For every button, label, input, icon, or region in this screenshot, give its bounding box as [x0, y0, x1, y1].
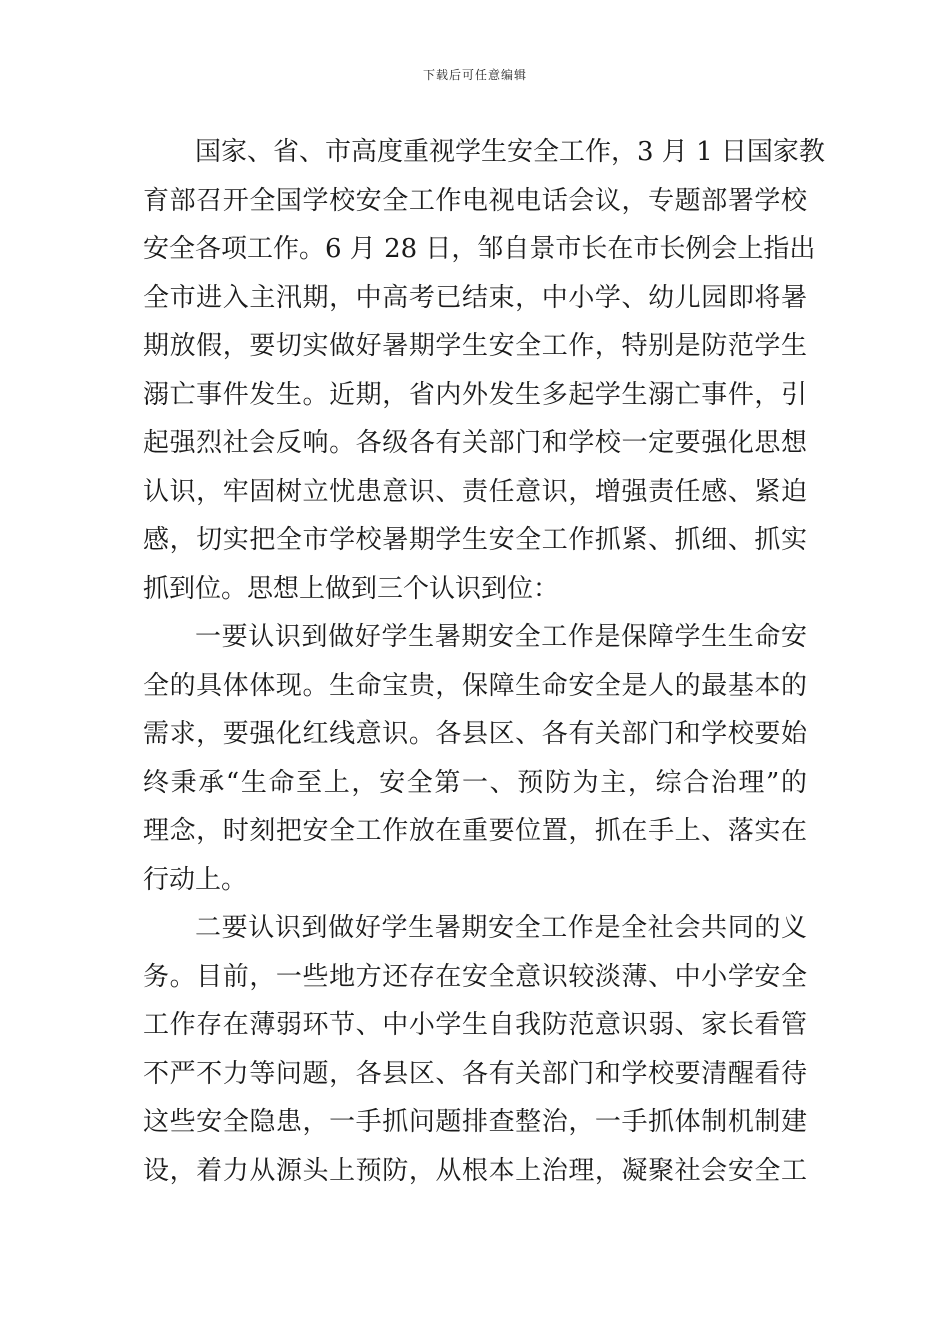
text-line: 需求，要强化红线意识。各县区、各有关部门和学校要始 — [143, 719, 807, 749]
text-line: 设，着力从源头上预防，从根本上治理，凝聚社会安全工 — [143, 1155, 807, 1186]
paragraph-2 — [143, 613, 807, 904]
text-line: 工作存在薄弱环节、中小学生自我防范意识弱、家长看管 — [143, 1010, 807, 1040]
document-body — [143, 128, 825, 1195]
text-line: 理念，时刻把安全工作放在重要位置，抓在手上、落实在 — [143, 816, 807, 846]
text-line: 全的具体体现。生命宝贵，保障生命安全是人的最基本的 — [143, 670, 807, 701]
text-line: 溺亡事件发生。近期，省内外发生多起学生溺亡事件，引 — [143, 379, 807, 410]
text-line: 务。目前，一些地方还存在安全意识较淡薄、中小学安全 — [143, 961, 807, 992]
text-line: 安全各项工作。6 月 28 日，邹自景市长在市长例会上指出 — [143, 234, 816, 264]
text-line: 起强烈社会反响。各级各有关部门和学校一定要强化思想 — [143, 428, 807, 458]
text-line: 感，切实把全市学校暑期学生安全工作抓紧、抓细、抓实 — [143, 525, 807, 555]
paragraph-3 — [143, 904, 807, 1195]
page-header: 下载后可任意编辑 — [422, 68, 527, 82]
paragraph-1 — [143, 128, 825, 613]
text-line: 期放假，要切实做好暑期学生安全工作，特别是防范学生 — [143, 331, 807, 361]
text-line: 这些安全隐患，一手抓问题排查整治，一手抓体制机制建 — [143, 1107, 807, 1137]
text-line: 二要认识到做好学生暑期安全工作是全社会共同的义 — [195, 913, 807, 943]
text-line: 不严不力等问题，各县区、各有关部门和学校要清醒看待 — [143, 1058, 807, 1089]
text-line: 抓到位。思想上做到三个认识到位： — [143, 573, 560, 604]
text-line: 国家、省、市高度重视学生安全工作，3 月 1 日国家教 — [195, 137, 825, 167]
text-line: 一要认识到做好学生暑期安全工作是保障学生生命安 — [195, 622, 807, 652]
text-line: 育部召开全国学校安全工作电视电话会议，专题部署学校 — [143, 185, 807, 216]
text-line: 认识，牢固树立忧患意识、责任意识，增强责任感、紧迫 — [143, 476, 807, 507]
text-line: 全市进入主汛期，中高考已结束，中小学、幼儿园即将暑 — [143, 282, 807, 313]
text-line: 行动上。 — [143, 864, 248, 895]
text-line: 终秉承“生命至上，安全第一、预防为主，综合治理”的 — [143, 767, 807, 798]
